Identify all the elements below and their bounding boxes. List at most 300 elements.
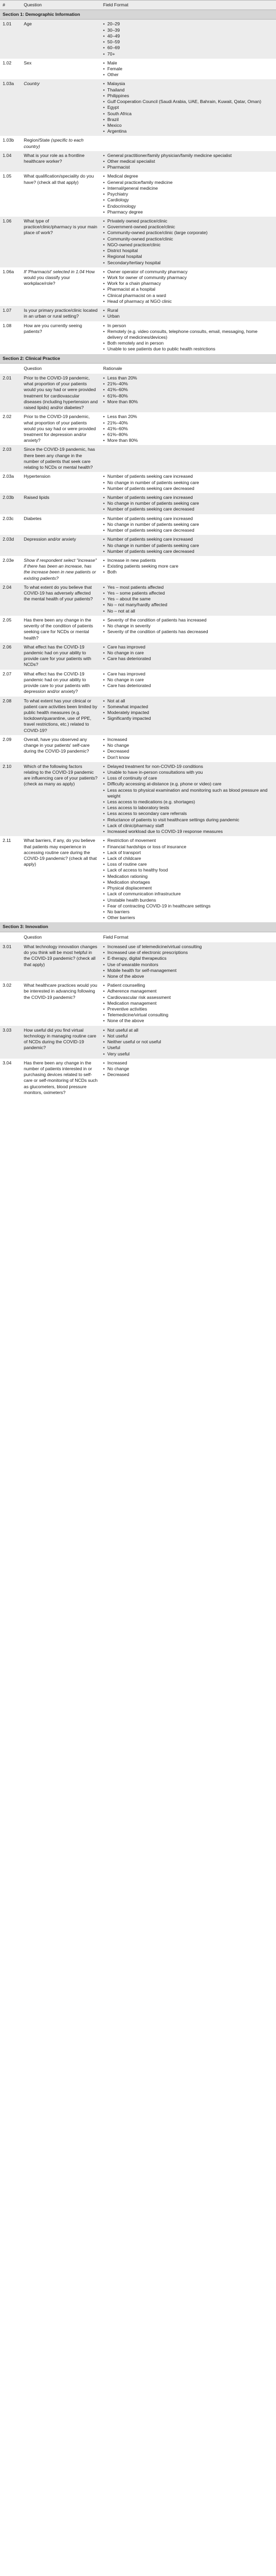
question-number: 2.03a [3, 474, 14, 479]
question-text: Prior to the COVID-19 pandemic, what proportion of your patients would you say had or were provided treatment for depression and/or anxiety? [24, 414, 96, 443]
option-list [103, 671, 273, 689]
answer-options [100, 535, 276, 556]
option-item: • Cardiovascular risk assessment [103, 995, 273, 1000]
table-row [0, 267, 276, 306]
option-item: • No change in number of patients seeking care [103, 501, 273, 506]
option-item: • Number of patients seeking care increased [103, 536, 273, 542]
option-item: • Privately owned practice/clinic [103, 218, 273, 224]
option-item: • 70+ [103, 51, 273, 57]
option-item: • 61%–80% [103, 393, 273, 399]
table-row [0, 79, 276, 136]
table-row [0, 1059, 276, 1097]
option-item: • Other barriers [103, 915, 273, 921]
table-row [0, 493, 276, 514]
table-row [0, 583, 276, 616]
table-row [0, 217, 276, 267]
option-item: • Internal/general medicine [103, 186, 273, 191]
table-row [0, 762, 276, 837]
question-text: Has there been any change in the number of patients interested in or purchasing devices related to self-care or self-monitoring of NCDs such as glucometers, blood pressure monitors, oximeters? [24, 1060, 98, 1095]
column-header-format: Field Format [103, 934, 128, 940]
option-item: • Less access to medications (e.g. shortages) [103, 799, 273, 805]
option-item: • 30–39 [103, 27, 273, 33]
option-item: • Not useful [103, 1033, 273, 1039]
header-question: Question [24, 2, 42, 7]
answer-options [100, 556, 276, 583]
option-item: • 61%–80% [103, 432, 273, 438]
answer-options [100, 412, 276, 445]
question-number: 2.07 [3, 671, 12, 677]
option-list [103, 944, 273, 979]
option-item: • Not at all [103, 698, 273, 704]
answer-options [100, 1059, 276, 1097]
option-item: • E-therapy, digital therapeutics [103, 956, 273, 961]
answer-options [100, 472, 276, 493]
question-text: What is your role as a frontline healthcare worker? [24, 152, 85, 164]
table-row [0, 306, 276, 321]
option-list [103, 323, 273, 353]
option-item: • Mexico [103, 123, 273, 128]
option-item: • No barriers [103, 909, 273, 915]
question-number: 2.09 [3, 736, 12, 742]
question-number: 3.04 [3, 1060, 12, 1065]
option-item: • Increase in new patients [103, 558, 273, 563]
option-item: • Community-owned practice/clinic (large corporate) [103, 230, 273, 236]
column-header-question: Question [24, 934, 42, 940]
option-item: • Decreased [103, 1072, 273, 1078]
option-item: • Severity of the condition of patients has decreased [103, 629, 273, 635]
option-list [103, 414, 273, 443]
column-header-number [0, 932, 21, 942]
option-item: • Unable to see patients due to public health restrictions [103, 346, 273, 352]
question-text: Which of the following factors relating to the COVID-19 pandemic are influencing care of your patients? (check as many as apply) [24, 763, 98, 787]
question-text: To what extent do you believe that COVID-19 has adversely affected the mental health of your patients? [24, 584, 93, 602]
option-item: • Less access to secondary care referrals [103, 811, 273, 817]
answer-options [100, 136, 276, 151]
option-item: • Unstable health burdens [103, 897, 273, 903]
option-list [103, 536, 273, 554]
answer-options [100, 735, 276, 762]
question-text: Sex [24, 60, 32, 66]
option-item: • 40–49 [103, 33, 273, 39]
question-number: 3.01 [3, 943, 12, 949]
column-header-format: Rationale [103, 365, 122, 371]
option-item: • Lack of clinic/pharmacy staff [103, 823, 273, 829]
option-item: • Lack of access to healthy food [103, 867, 273, 873]
option-item: • General practitioner/family physician/family medicine specialist [103, 153, 273, 159]
question-text: How useful did you find virtual technology in managing routine care of NCDs during the COVID-19 pandemic? [24, 1027, 97, 1051]
question-number: 3.02 [3, 983, 12, 988]
table-row [0, 172, 276, 217]
question-text: Show if respondent select "increase" if there has been an increase, has the increase been in new patients or existing patients? [24, 557, 97, 581]
option-item: • Clinical pharmacist on a ward [103, 293, 273, 299]
option-item: • Number of patients seeking care decreased [103, 527, 273, 533]
table-row [0, 697, 276, 735]
option-item: • No change in number of patients seeking care [103, 543, 273, 549]
option-item: • Medication rationing [103, 874, 273, 879]
table-header [0, 0, 276, 10]
option-item: • Regional hospital [103, 254, 273, 260]
option-item: • Number of patients seeking care decreased [103, 549, 273, 554]
table-row [0, 836, 276, 922]
option-list [103, 838, 273, 921]
option-list [103, 375, 273, 405]
option-item: • Decreased [103, 748, 273, 754]
table-row [0, 1026, 276, 1059]
question-number: 3.03 [3, 1027, 12, 1033]
option-item: • Fear of contracting COVID-19 in healthcare settings [103, 903, 273, 909]
option-item: • Preventive activities [103, 1006, 273, 1012]
option-item: • 20–29 [103, 21, 273, 27]
option-item: • No – not at all [103, 608, 273, 614]
answer-options [100, 79, 276, 136]
option-item: • No change in number of patients seeking care [103, 480, 273, 486]
question-text: Hypertension [24, 474, 51, 479]
question-number: 1.04 [3, 152, 12, 158]
option-item: • Number of patients seeking care increased [103, 495, 273, 501]
option-item: • Very useful [103, 1051, 273, 1057]
option-item: • Cardiology [103, 197, 273, 203]
section-column-header [0, 364, 276, 374]
option-item: • Unable to have in-person consultations with you [103, 770, 273, 775]
option-item: • Lack of transport [103, 850, 273, 856]
option-item: • Other medical specialist [103, 159, 273, 164]
option-list [103, 60, 273, 78]
option-list [103, 495, 273, 513]
option-item: • 60–69 [103, 45, 273, 51]
option-list [103, 644, 273, 662]
question-text: To what extent has your clinical or patient care activities been limited by public health measures (e.g. lockdown/quarantine, use of PPE, travel restrictions, etc.) related to COVID-19? [24, 698, 97, 733]
option-item: • Number of patients seeking care decreased [103, 506, 273, 512]
option-item: • Number of patients seeking care decreased [103, 486, 273, 492]
answer-options [100, 670, 276, 697]
option-item: • Care has deteriorated [103, 683, 273, 689]
option-list [103, 308, 273, 319]
option-item: • Patient counselling [103, 983, 273, 988]
option-item: • No change in number of patients seeking care [103, 522, 273, 527]
answer-options [100, 267, 276, 306]
table-row [0, 735, 276, 762]
option-item: • Endocrinology [103, 203, 273, 209]
table-row [0, 643, 276, 670]
answer-options [100, 306, 276, 321]
option-item: • Philippines [103, 93, 273, 99]
option-item: • Less than 20% [103, 414, 273, 420]
question-number: 1.06a [3, 268, 14, 274]
option-item: • Lack of communication infrastructure [103, 891, 273, 897]
question-number: 1.05 [3, 173, 12, 179]
answer-options [100, 616, 276, 643]
question-text: What effect has the COVID-19 pandemic had on your ability to provide care for your patients with NCDs? [24, 644, 91, 668]
option-item: • Medical degree [103, 173, 273, 179]
question-text: What barriers, if any, do you believe that patients may experience in accessing routine care during the COVID-19 pandemic? (check all that apply) [24, 838, 97, 867]
option-item: • Both remotely and in person [103, 340, 273, 346]
option-item: • Yes – some patients affected [103, 590, 273, 596]
option-item: • No change in care [103, 677, 273, 683]
option-item: • Pharmacy degree [103, 209, 273, 215]
option-item: • Yes – about the same [103, 596, 273, 602]
option-item: • Medication shortages [103, 879, 273, 885]
question-text: Raised lipids [24, 494, 50, 500]
question-number: 1.02 [3, 60, 12, 66]
answer-options [100, 445, 276, 472]
option-item: • No change [103, 1066, 273, 1072]
column-header-question: Question [24, 365, 42, 371]
option-item: • Moderately impacted [103, 710, 273, 716]
option-item: • Don't know [103, 755, 273, 761]
answer-options [100, 762, 276, 837]
option-list [103, 558, 273, 576]
option-item: • Somewhat impacted [103, 704, 273, 710]
option-item: • No change in severity [103, 623, 273, 629]
question-text: What technology innovation changes do you think will be most helpful in the COVID-19 pandemic? (check all that apply) [24, 943, 97, 967]
question-text: Is your primary practice/clinic located in an urban or rural setting? [24, 308, 98, 319]
option-list [103, 1060, 273, 1078]
option-item: • Adherence management [103, 988, 273, 994]
option-item: • Increased [103, 737, 273, 743]
question-number: 2.06 [3, 644, 12, 650]
question-text: Prior to the COVID-19 pandemic, what proportion of your patients would you say had or were provided treatment for cardiovascular diseases (including hypertension and raised lipids) and/or diabetes? [24, 375, 98, 411]
option-list [103, 698, 273, 722]
option-item: • Rural [103, 308, 273, 313]
option-list [103, 173, 273, 215]
option-item: • Male [103, 60, 273, 66]
question-number: 2.04 [3, 584, 12, 590]
question-text: What effect has the COVID-19 pandemic had on your ability to provide care to your patients with depression and/or anxiety? [24, 671, 90, 694]
option-list [103, 1027, 273, 1057]
question-text: Diabetes [24, 515, 42, 521]
option-list [103, 764, 273, 835]
question-text: What qualification/speciality do you have? (check all that apply) [24, 173, 94, 185]
question-text: Depression and/or anxiety [24, 536, 76, 542]
option-item: • Work for a chain pharmacy [103, 281, 273, 286]
question-text: What type of practice/clinic/pharmacy is your main place of work? [24, 218, 97, 236]
option-list [103, 218, 273, 266]
table-body [0, 10, 276, 1097]
question-number: 1.03b [3, 137, 14, 143]
option-item: • Head of pharmacy at NGO clinic [103, 299, 273, 304]
question-number: 2.03e [3, 557, 14, 563]
table-row [0, 321, 276, 354]
option-item: • No change [103, 743, 273, 748]
option-item: • Thailand [103, 87, 273, 93]
answer-options [100, 643, 276, 670]
option-list [103, 737, 273, 761]
option-item: • Loss of continuity of care [103, 775, 273, 781]
table-row [0, 59, 276, 80]
answer-options [100, 836, 276, 922]
option-item: • More than 80% [103, 438, 273, 443]
option-item: • Other [103, 72, 273, 78]
option-item: • Severity of the condition of patients has increased [103, 617, 273, 623]
option-item: • 21%–40% [103, 420, 273, 426]
question-text: What healthcare practices would you be interested in advancing following the COVID-19 pandemic? [24, 983, 97, 1000]
header-format: Field Format [103, 2, 128, 7]
option-item: • Less access to physical examination and monitoring such as blood pressure and weight [103, 787, 273, 799]
question-text: Country [24, 81, 40, 87]
question-number: 2.11 [3, 838, 11, 844]
table-row [0, 136, 276, 151]
option-item: • Medication management [103, 1000, 273, 1006]
question-text: Overall, have you observed any change in your patients' self-care during the COVID-19 pandemic? [24, 736, 90, 754]
option-item: • Less access to laboratory tests [103, 805, 273, 811]
option-item: • Care has improved [103, 671, 273, 677]
answer-options [100, 172, 276, 217]
option-item: • Urban [103, 313, 273, 319]
section-column-header [0, 932, 276, 942]
option-item: • Gulf Cooperation Council (Saudi Arabia, UAE, Bahrain, Kuwait, Qatar, Oman) [103, 99, 273, 105]
option-item: • No – not many/hardly affected [103, 602, 273, 608]
section-heading: Section 1: Demographic Information [0, 10, 276, 20]
option-list [103, 21, 273, 57]
option-item: • In person [103, 323, 273, 329]
table-row [0, 942, 276, 981]
option-item: • Mobile health for self-management [103, 968, 273, 974]
answer-options [100, 59, 276, 80]
option-item: • Use of wearable monitors [103, 962, 273, 968]
table-row [0, 412, 276, 445]
answer-options [100, 20, 276, 58]
table-row [0, 514, 276, 535]
table-row [0, 151, 276, 172]
option-item: • None of the above [103, 974, 273, 979]
option-item: • Physical displacement [103, 885, 273, 891]
option-item: • Significantly impacted [103, 716, 273, 721]
option-item: • Financial hardships or loss of insurance [103, 844, 273, 850]
question-number: 1.07 [3, 308, 12, 313]
question-number: 2.05 [3, 617, 12, 623]
answer-options [100, 493, 276, 514]
question-number: 2.08 [3, 698, 12, 703]
answer-options [100, 514, 276, 535]
option-item: • Owner operator of community pharmacy [103, 269, 273, 275]
option-item: • Argentina [103, 128, 273, 134]
option-item: • Less than 20% [103, 375, 273, 381]
answer-options [100, 981, 276, 1026]
table-row [0, 20, 276, 58]
option-item: • Neither useful or not useful [103, 1039, 273, 1045]
question-number: 2.03d [3, 536, 14, 542]
option-item: • Number of patients seeking care increased [103, 474, 273, 479]
option-item: • Malaysia [103, 81, 273, 87]
option-item: • 41%–60% [103, 426, 273, 432]
option-item: • Existing patients seeking more care [103, 563, 273, 569]
answer-options [100, 217, 276, 267]
question-number: 1.03a [3, 81, 14, 87]
option-list [103, 617, 273, 635]
option-item: • Remotely (e.g. video consults, telephone consults, email, messaging, home delivery of medicines/devices) [103, 329, 273, 340]
survey-table [0, 0, 276, 1097]
option-item: • 41%–60% [103, 387, 273, 393]
answer-options [100, 583, 276, 616]
question-number: 2.03b [3, 494, 14, 500]
answer-options [100, 321, 276, 354]
option-item: • District hospital [103, 248, 273, 254]
option-list [103, 269, 273, 304]
option-list [103, 153, 273, 171]
section-heading: Section 2: Clinical Practice [0, 354, 276, 364]
option-item: • Reluctance of patients to visit healthcare settings during pandemic [103, 817, 273, 823]
question-text: Since the COVID-19 pandemic, has there been any change in the number of patients that seek care relating to NCDs or mental health? [24, 447, 95, 470]
option-item: • Community-owned practice/clinic [103, 236, 273, 242]
table-row [0, 445, 276, 472]
question-number: 2.03c [3, 515, 14, 521]
option-item: • Pharmacist at a hospital [103, 286, 273, 292]
option-item: • Secondary/tertiary hospital [103, 260, 273, 266]
option-item: • Female [103, 66, 273, 72]
table-row [0, 981, 276, 1026]
question-text: Region/State (specific to each country) [24, 137, 84, 149]
option-item: • Yes – most patients affected [103, 585, 273, 590]
table-row [0, 472, 276, 493]
option-item: • Telemedicine/virtual consulting [103, 1012, 273, 1018]
table-row [0, 670, 276, 697]
option-item: • Care has deteriorated [103, 656, 273, 662]
question-number: 2.02 [3, 414, 12, 420]
option-item: • Lack of childcare [103, 856, 273, 861]
table-row [0, 374, 276, 412]
answer-options [100, 374, 276, 412]
question-number: 1.06 [3, 218, 12, 224]
option-item: • No change in care [103, 650, 273, 656]
option-list [103, 474, 273, 492]
question-text: If 'Pharmacist' selected in 1.04 How would you classify your workplace/role? [24, 268, 95, 286]
question-text: How are you currently seeing patients? [24, 322, 82, 334]
column-header-number [0, 364, 21, 374]
option-item: • NGO-owned practice/clinic [103, 242, 273, 248]
option-item: • Useful [103, 1045, 273, 1051]
option-item: • Increased workload due to COVID-19 response measures [103, 829, 273, 835]
option-list [103, 983, 273, 1024]
option-list [103, 81, 273, 134]
option-item: • Brazil [103, 117, 273, 123]
option-list [103, 585, 273, 614]
option-item: • Not useful at all [103, 1027, 273, 1033]
table-row [0, 616, 276, 643]
answer-options [100, 697, 276, 735]
option-item: • South Africa [103, 111, 273, 117]
option-item: • Egypt [103, 105, 273, 110]
option-item: • Increased [103, 1060, 273, 1066]
question-number: 2.03 [3, 447, 12, 452]
option-item: • Difficulty accessing at-distance (e.g. phone or video) care [103, 781, 273, 787]
option-item: • More than 80% [103, 399, 273, 405]
option-item: • Increased use of electronic prescriptions [103, 950, 273, 956]
option-item: • Both [103, 569, 273, 575]
question-text: Has there been any change in the severity of the condition of patients seeking care for NCDs or mental health? [24, 617, 93, 641]
question-number: 1.08 [3, 322, 12, 328]
option-list [103, 516, 273, 534]
option-item: • 21%–40% [103, 381, 273, 387]
header-number: # [3, 2, 5, 7]
option-item: • Care has improved [103, 644, 273, 650]
answer-options [100, 151, 276, 172]
answer-options [100, 942, 276, 981]
option-item: • Restriction of movement [103, 838, 273, 844]
option-item: • Government-owned practice/clinic [103, 224, 273, 230]
option-item: • Number of patients seeking care increased [103, 516, 273, 522]
option-item: • General practice/family medicine [103, 180, 273, 186]
option-item: • Work for owner of community pharmacy [103, 275, 273, 281]
option-item: • Increased use of telemedicine/virtual consulting [103, 944, 273, 950]
table-row [0, 556, 276, 583]
option-item: • Psychiatry [103, 191, 273, 197]
option-item: • Delayed treatment for non-COVID-19 conditions [103, 764, 273, 770]
answer-options [100, 1026, 276, 1059]
table-row [0, 535, 276, 556]
option-item: • 50–59 [103, 39, 273, 45]
question-number: 1.01 [3, 21, 12, 27]
section-heading: Section 3: Innovation [0, 922, 276, 932]
